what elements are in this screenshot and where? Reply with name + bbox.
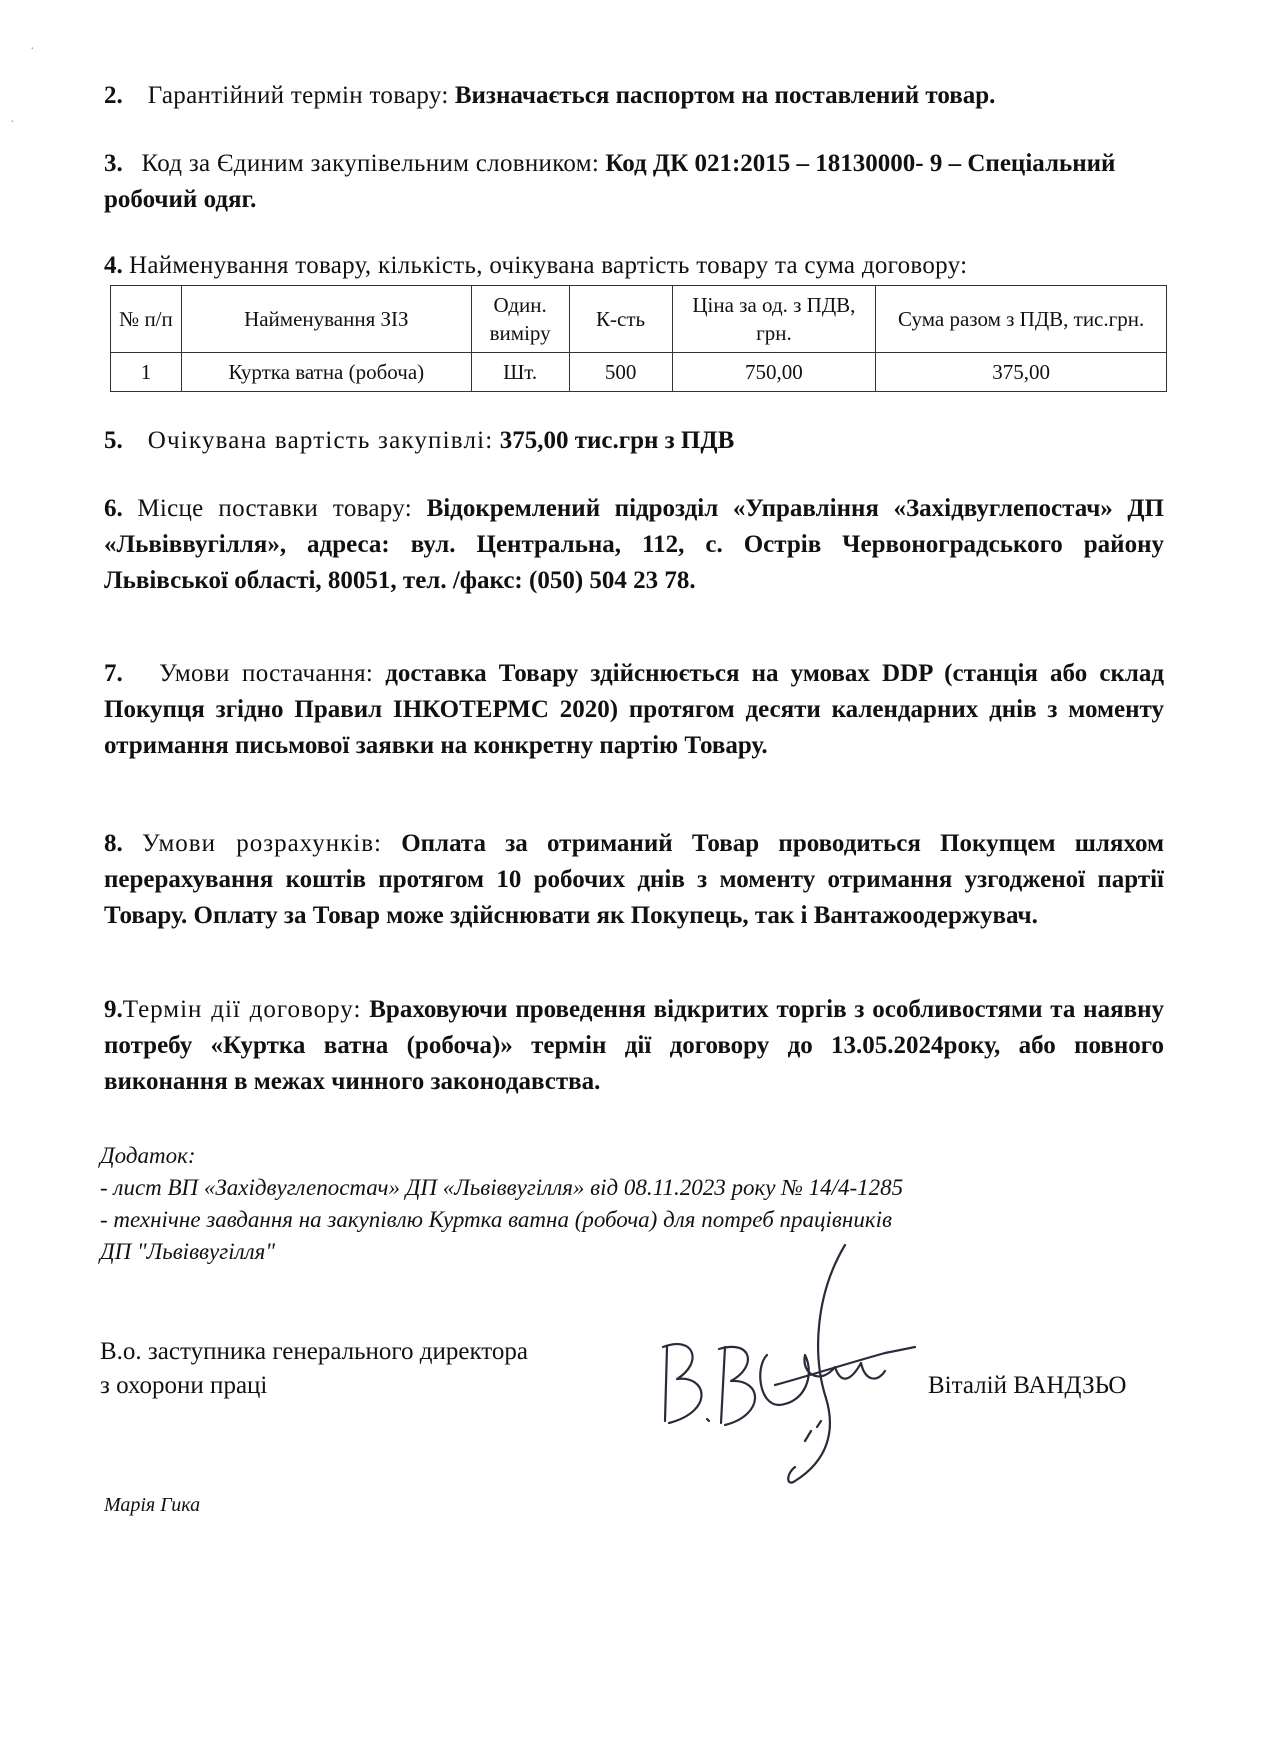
item-number: 9.: [104, 996, 123, 1023]
scan-speck: ·: [10, 115, 15, 130]
item-label: Умови розрахунків:: [141, 830, 382, 857]
col-header-number: № п/п: [111, 286, 182, 353]
annex-line: - лист ВП «Західвуглепостач» ДП «Львіввугілля» від 08.11.2023 року № 14/4-1285: [100, 1175, 904, 1200]
item-value: 375,00 тис.грн з ПДВ: [499, 427, 735, 454]
signatory-position: [100, 1335, 528, 1403]
item-cpv-code: [104, 146, 1164, 218]
item-delivery-place: [104, 491, 1164, 599]
item-contract-term: [104, 992, 1164, 1100]
col-header-total: Сума разом з ПДВ, тис.грн.: [876, 286, 1167, 353]
item-payment-terms: [104, 826, 1164, 934]
item-number: 3.: [104, 150, 123, 177]
item-number: 8.: [104, 830, 123, 857]
signatory-name: Віталій ВАНДЗЬО: [928, 1372, 1127, 1399]
item-number: 6.: [104, 495, 123, 522]
goods-table: [110, 285, 1167, 392]
annex: [100, 1140, 1180, 1268]
item-value: Визначається паспортом на поставлений товар.: [454, 82, 996, 109]
item-expected-cost: [104, 423, 1164, 459]
item-label: Місце поставки товару:: [137, 495, 412, 522]
item-delivery-terms: [104, 656, 1164, 764]
item-goods-heading: [104, 248, 1164, 284]
col-header-unit-price: Ціна за од. з ПДВ, грн.: [672, 286, 876, 353]
table-header-row: [111, 286, 1167, 353]
position-line: В.о. заступника генерального директора: [100, 1338, 528, 1365]
scan-speck: ·: [30, 42, 35, 57]
cell-quantity: 500: [569, 353, 672, 392]
item-value: Код ДК 021:2015 – 18130000- 9 – Спеціальний робочий одяг.: [104, 150, 1116, 213]
annex-line: - технічне завдання на закупівлю Куртка ватна (робоча) для потреб працівників: [100, 1207, 892, 1232]
handwritten-signature: [655, 1235, 935, 1495]
item-number: 4.: [104, 252, 123, 279]
item-value: доставка Товару здійснюється на умовах DDP (станція або склад Покупця згідно Правил ІНКОТЕРМС 2020) протягом десяти календарних днів з моменту отримання письмової заявки на конкретну партію Товару.: [104, 660, 1165, 759]
cell-name: Куртка ватна (робоча): [181, 353, 471, 392]
item-label: Гарантійний термін товару:: [147, 82, 449, 109]
item-warranty: [104, 78, 1164, 114]
cell-unit: Шт.: [471, 353, 569, 392]
cell-unit-price: 750,00: [672, 353, 876, 392]
executor-name: Марія Гика: [104, 1494, 201, 1516]
item-value: Враховуючи проведення відкритих торгів з особливостями та наявну потребу «Куртка ватна (робоча)» термін дії договору до 13.05.2024року, або повного виконання в межах чинного законодавства.: [104, 996, 1165, 1095]
item-number: 2.: [104, 82, 123, 109]
item-value: Оплата за отриманий Товар проводиться Покупцем шляхом перерахування коштів протягом 10 робочих днів з моменту отримання узгодженої партії Товару. Оплату за Товар може здійснювати як Покупець, так і Вантажоодержувач.: [104, 830, 1165, 929]
item-label: Очікувана вартість закупівлі:: [147, 427, 494, 454]
cell-total: 375,00: [876, 353, 1167, 392]
col-header-name: Найменування ЗІЗ: [181, 286, 471, 353]
item-label: Термін дії договору:: [122, 996, 362, 1023]
item-number: 5.: [104, 427, 123, 454]
item-label: Код за Єдиним закупівельним словником:: [141, 150, 600, 177]
item-label: Умови постачання:: [159, 660, 374, 687]
item-value: Відокремлений підрозділ «Управління «Західвуглепостач» ДП «Львіввугілля», адреса: вул. Центральна, 112, с. Острів Червоноградського району Львівської області, 80051, тел. /факс: (050) 504 23 78.: [104, 495, 1165, 594]
annex-line: ДП "Львіввугілля": [100, 1239, 276, 1264]
position-line: з охорони праці: [100, 1372, 268, 1399]
item-number: 7.: [104, 660, 123, 687]
annex-title: Додаток:: [100, 1143, 196, 1168]
col-header-unit: Один. виміру: [471, 286, 569, 353]
table-row: [111, 353, 1167, 392]
cell-number: 1: [111, 353, 182, 392]
item-label: Найменування товару, кількість, очікувана вартість товару та сума договору:: [129, 252, 968, 279]
col-header-quantity: К-сть: [569, 286, 672, 353]
